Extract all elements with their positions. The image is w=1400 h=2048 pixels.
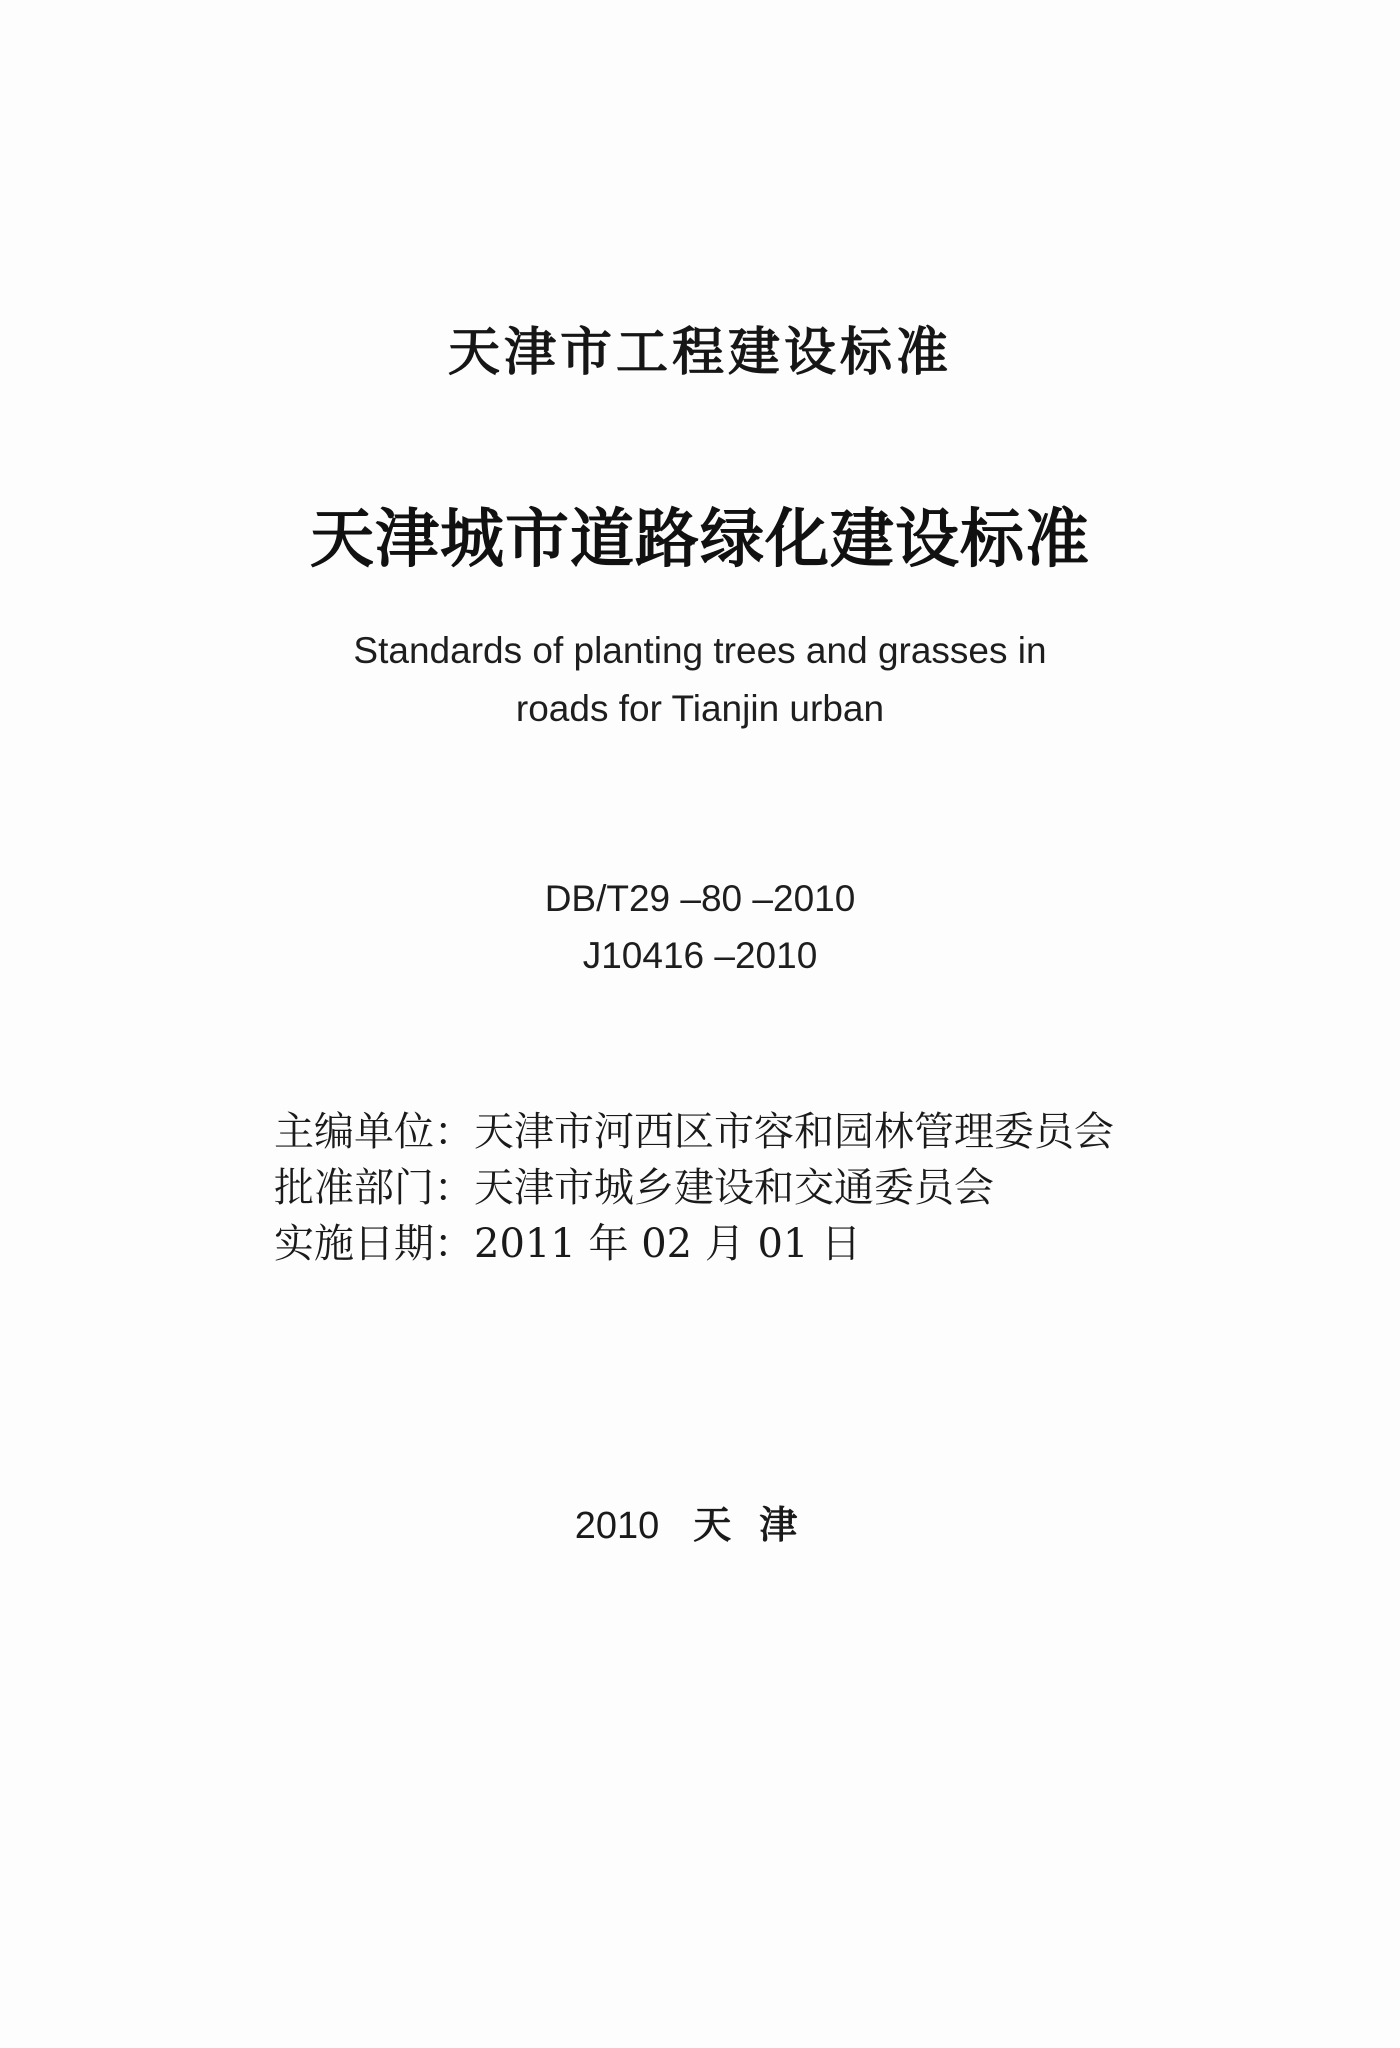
effective-date-value: 2011 年 02 月 01 日 [474,1221,862,1267]
approval-value: 天津市城乡建设和交通委员会 [474,1165,994,1211]
main-title: 天津城市道路绿化建设标准 [310,502,1090,577]
publication-meta [274,1104,1174,1272]
db-code: DB/T29 –80 –2010 [544,878,856,919]
english-title-line-1: Standards of planting trees and grasses in [353,630,1047,671]
effective-date-label: 实施日期： [274,1221,474,1267]
imprint [0,1494,1400,1549]
approval-label: 批准部门： [274,1165,474,1211]
chief-editor-row [274,1104,1174,1160]
english-title [0,622,1400,738]
series-title: 天津市工程建设标准 [447,323,952,383]
chief-editor-value: 天津市河西区市容和园林管理委员会 [474,1109,1114,1155]
imprint-year: 2010 [574,1505,660,1547]
chief-editor-label: 主编单位： [274,1109,474,1155]
effective-date-row [274,1216,1174,1272]
approval-row [274,1160,1174,1216]
english-title-line-2: roads for Tianjin urban [515,688,885,729]
standard-codes [0,870,1400,984]
imprint-place: 天津 [693,1503,826,1547]
j-code: J10416 –2010 [582,935,818,976]
